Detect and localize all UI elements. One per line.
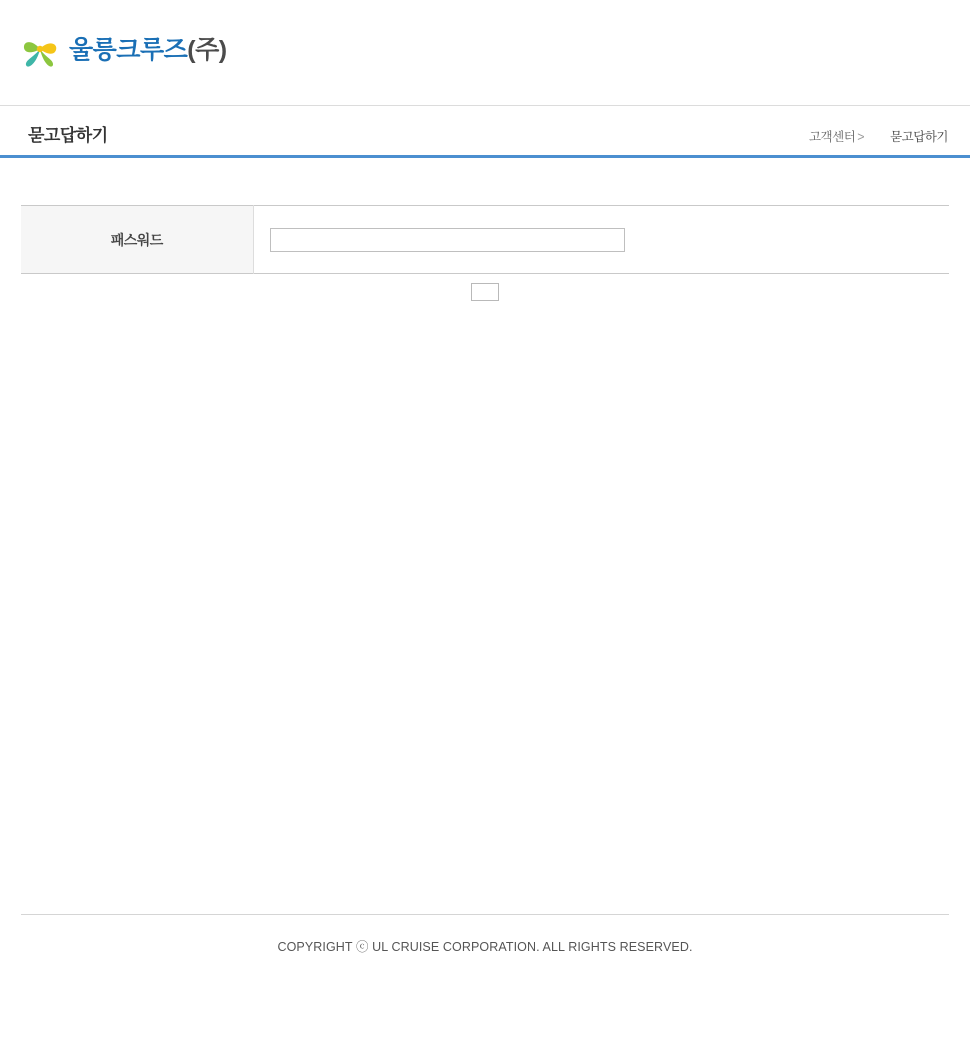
main-content (0, 205, 970, 305)
brand-name (69, 35, 227, 64)
button-row (21, 283, 949, 305)
breadcrumb (809, 127, 948, 145)
page-title: 묻고답하기 (28, 126, 108, 145)
password-input[interactable] (270, 228, 625, 252)
site-header (0, 0, 970, 105)
breadcrumb-separator: > (857, 130, 865, 144)
password-form-table (21, 205, 949, 274)
subnav-bar (0, 105, 970, 158)
breadcrumb-parent[interactable]: 고객센터 (808, 130, 856, 144)
brand-name-main: 울릉크루즈 (69, 35, 188, 64)
copyright-text: COPYRIGHT ⓒ UL CRUISE CORPORATION. ALL RIGHTS RESERVED. (277, 940, 693, 954)
password-label: 패스워드 (21, 206, 253, 274)
submit-button[interactable] (471, 283, 499, 301)
brand-name-suffix: (주) (187, 35, 227, 64)
password-field-cell (253, 206, 949, 274)
site-footer (21, 914, 949, 955)
logo-link[interactable] (21, 30, 227, 70)
breadcrumb-current[interactable]: 묻고답하기 (890, 130, 948, 144)
pinwheel-flower-logo-icon (21, 30, 60, 70)
table-row (21, 206, 949, 274)
